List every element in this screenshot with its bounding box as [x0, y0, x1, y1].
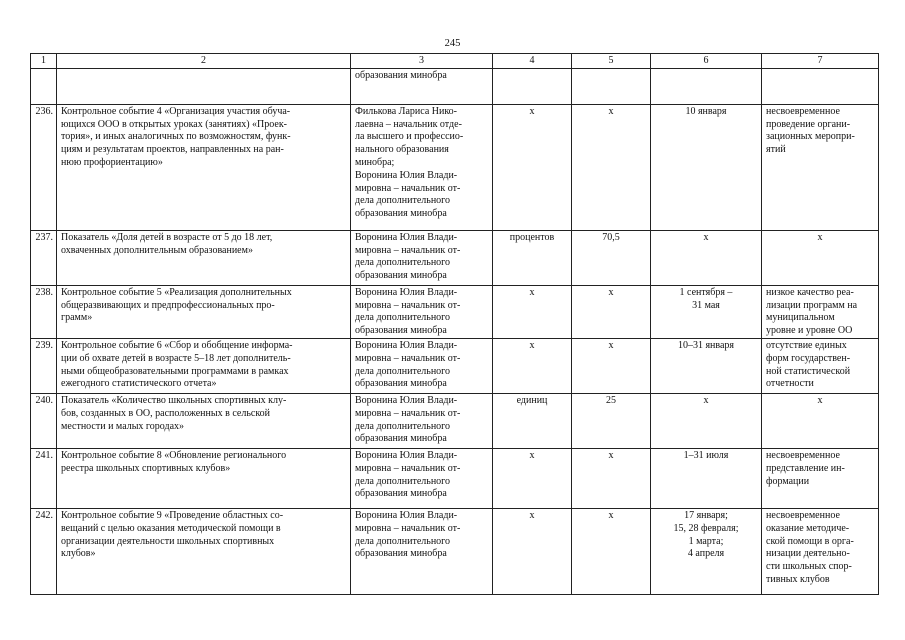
cell-date: 10 января [651, 104, 762, 230]
cell-risk: низкое качество реа- лизации программ на муниципальном уровне и уровне ОО [762, 285, 879, 338]
cell-responsible: Воронина Юлия Влади- мировна – начальник от- дела дополнительного образования минобра [351, 393, 493, 448]
table-row [31, 285, 879, 338]
cell-risk: х [762, 230, 879, 285]
cell-risk: несвоевременное проведение органи- зационных меропри- ятий [762, 104, 879, 230]
column-header: 3 [351, 54, 493, 69]
cell-responsible: Воронина Юлия Влади- мировна – начальник от- дела дополнительного образования минобра [351, 508, 493, 594]
cell-date: 1 сентября – 31 мая [651, 285, 762, 338]
column-header: 5 [572, 54, 651, 69]
cell-value: х [572, 338, 651, 393]
cell-unit: х [493, 448, 572, 508]
cell-description: Контрольное событие 6 «Сбор и обобщение информа- ции об охвате детей в возрасте 5–18 лет дополнитель- ными общеобразовательными программами в рамках ежегодного статистического отчета» [57, 338, 351, 393]
plan-table [30, 53, 879, 595]
cell-risk [762, 68, 879, 104]
cell-responsible: Воронина Юлия Влади- мировна – начальник от- дела дополнительного образования минобра [351, 230, 493, 285]
cell-risk: х [762, 393, 879, 448]
cell-unit: х [493, 338, 572, 393]
table-row [31, 230, 879, 285]
cell-risk: несвоевременное представление ин- формации [762, 448, 879, 508]
column-header-row [31, 54, 879, 69]
cell-date: х [651, 393, 762, 448]
cell-description: Контрольное событие 8 «Обновление регионального реестра школьных спортивных клубов» [57, 448, 351, 508]
cell-num: 242. [31, 508, 57, 594]
cell-responsible: Филькова Лариса Нико- лаевна – начальник отде- ла высшего и профессио- нального образования минобра; Воронина Юлия Влади- мировна – начальник от- дела дополнительного образования минобра [351, 104, 493, 230]
column-header: 6 [651, 54, 762, 69]
cell-unit: процентов [493, 230, 572, 285]
cell-date: 17 января; 15, 28 февраля; 1 марта; 4 апреля [651, 508, 762, 594]
cell-description: Контрольное событие 9 «Проведение областных со- вещаний с целью оказания методической помощи в организации деятельности школьных спортивных клубов» [57, 508, 351, 594]
cell-unit: х [493, 104, 572, 230]
cell-value: х [572, 448, 651, 508]
cell-responsible: Воронина Юлия Влади- мировна – начальник от- дела дополнительного образования минобра [351, 285, 493, 338]
cell-date: 1–31 июля [651, 448, 762, 508]
page-number: 245 [444, 38, 461, 49]
cell-num: 239. [31, 338, 57, 393]
cell-date: х [651, 230, 762, 285]
cell-unit: единиц [493, 393, 572, 448]
column-header: 7 [762, 54, 879, 69]
column-header: 2 [57, 54, 351, 69]
table-row [31, 104, 879, 230]
cell-value: х [572, 104, 651, 230]
cell-description: Показатель «Количество школьных спортивных клу- бов, созданных в ОО, расположенных в сельской местности и малых городах» [57, 393, 351, 448]
cell-unit [493, 68, 572, 104]
table-row [31, 338, 879, 393]
cell-num: 240. [31, 393, 57, 448]
continuation-row [31, 68, 879, 104]
cell-risk: несвоевременное оказание методиче- ской помощи в орга- низации деятельно- сти школьных спор- тивных клубов [762, 508, 879, 594]
cell-value: 70,5 [572, 230, 651, 285]
cell-description: Показатель «Доля детей в возрасте от 5 до 18 лет, охваченных дополнительным образованием» [57, 230, 351, 285]
table-row [31, 448, 879, 508]
cell-num: 236. [31, 104, 57, 230]
table-row [31, 393, 879, 448]
cell-num [31, 68, 57, 104]
cell-risk: отсутствие единых форм государствен- ной статистической отчетности [762, 338, 879, 393]
cell-date [651, 68, 762, 104]
table-row [31, 508, 879, 594]
cell-unit: х [493, 285, 572, 338]
cell-value: 25 [572, 393, 651, 448]
cell-date: 10–31 января [651, 338, 762, 393]
cell-num: 241. [31, 448, 57, 508]
cell-responsible: Воронина Юлия Влади- мировна – начальник от- дела дополнительного образования минобра [351, 448, 493, 508]
column-header: 4 [493, 54, 572, 69]
cell-value: х [572, 508, 651, 594]
cell-value [572, 68, 651, 104]
cell-responsible: образования минобра [351, 68, 493, 104]
cell-value: х [572, 285, 651, 338]
cell-num: 237. [31, 230, 57, 285]
cell-description: Контрольное событие 4 «Организация участия обуча- ющихся ООО в открытых уроках (занятиях) «Проек- тория», и иных аналогичных по возможностям, функ- циям и результатам проектов, направленных на ран- нюю профориентацию» [57, 104, 351, 230]
cell-description [57, 68, 351, 104]
cell-num: 238. [31, 285, 57, 338]
cell-description: Контрольное событие 5 «Реализация дополнительных общеразвивающих и предпрофессиональных про- грамм» [57, 285, 351, 338]
column-header: 1 [31, 54, 57, 69]
cell-unit: х [493, 508, 572, 594]
cell-responsible: Воронина Юлия Влади- мировна – начальник от- дела дополнительного образования минобра [351, 338, 493, 393]
